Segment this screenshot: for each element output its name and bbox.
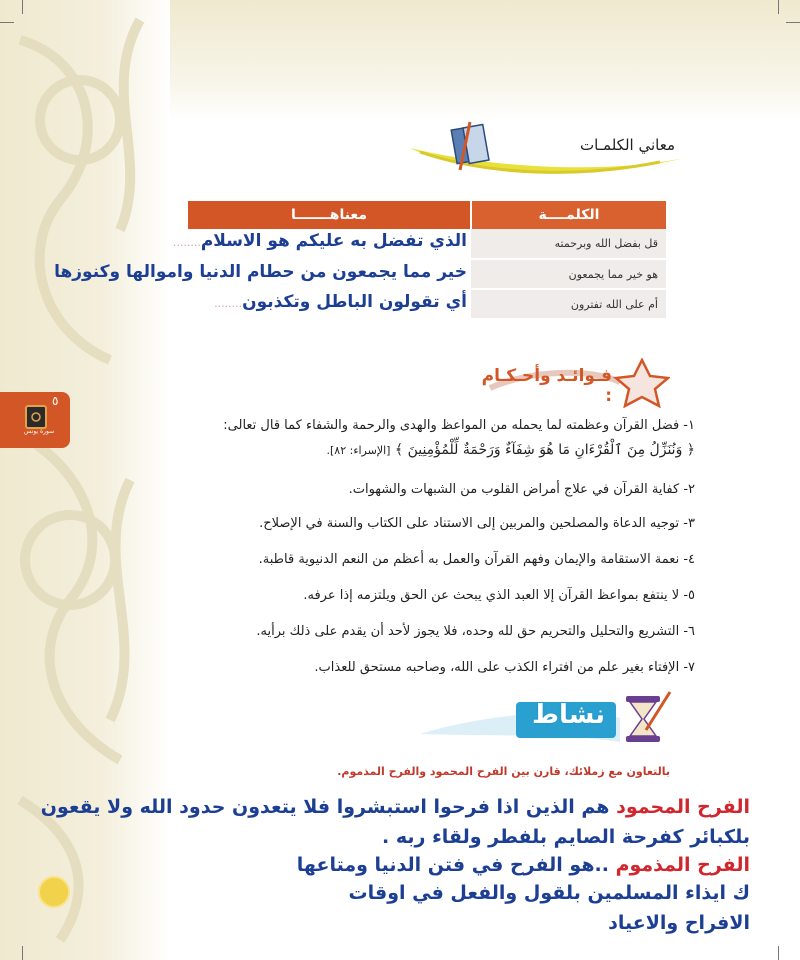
word-cell: هو خير مما يجمعون — [471, 259, 666, 289]
list-item: ٢- كفاية القرآن في علاج أمراض القلوب من الشبهات والشهوات. — [348, 482, 695, 497]
section-title-benefits: فـوائـد وأحـكـام : — [481, 366, 612, 406]
page-emblem-icon — [38, 876, 70, 908]
star-icon — [616, 360, 668, 406]
blamed-joy-term: الفرح المذموم — [615, 854, 750, 876]
list-item: ٧- الإفتاء بغير علم من افتراء الكذب على الله، وصاحبه مستحق للعذاب. — [314, 660, 695, 675]
table-header-row — [187, 201, 666, 229]
hourglass-pen-icon — [626, 692, 670, 742]
table-row — [187, 289, 666, 319]
meaning-cell — [172, 229, 471, 259]
sura-name: سورة يونس — [24, 428, 55, 435]
list-item: ٦- التشريع والتحليل والتحريم حق لله وحده، فلا يجوز لأحد أن يقدم على ذلك برأيه. — [256, 624, 695, 639]
words-meanings-header — [410, 118, 690, 188]
crop-mark — [22, 0, 23, 14]
crop-mark — [778, 946, 779, 960]
answer-text: هم الذين اذا فرحوا استبشروا فلا يتعدون حدود الله ولا يقعون — [40, 796, 617, 818]
meaning-cell — [54, 259, 471, 289]
dots-filler: ........ — [172, 236, 201, 249]
lesson-number: ٥ — [52, 394, 59, 408]
answer-text: ..هو الفرح في فتن الدنيا ومتاعها — [296, 854, 616, 876]
answer-line: بلكبائر كفرحة الصايم بلفطر ولقاء ربه . — [382, 826, 750, 848]
answer-line — [297, 854, 750, 876]
crop-mark — [0, 22, 14, 23]
crop-mark — [778, 0, 779, 14]
quran-verse — [327, 442, 696, 458]
column-header-word: الكلمــــة — [471, 201, 666, 229]
meaning-text: أي تقولون الباطل وتكذبون — [242, 292, 467, 312]
meaning-text: الذي تفضل به عليكم هو الاسلام — [200, 231, 467, 251]
list-item: ٥- لا ينتفع بمواعظ القرآن إلا العبد الذي يبحث عن الحق ويلتزمه إذا عرفه. — [303, 588, 695, 603]
column-header-meaning: معناهـــــــا — [187, 201, 471, 229]
praised-joy-term: الفرح المحمود — [616, 796, 750, 818]
answer-line — [41, 796, 750, 818]
section-title-words: معاني الكلمـات — [579, 136, 675, 154]
crop-mark — [786, 22, 800, 23]
list-item: ١- فضل القرآن وعظمته لما يحمله من المواعظ والهدى والرحمة والشفاء كما قال تعالى: — [223, 418, 695, 433]
meaning-text: خير مما يجمعون من حطام الدنيا واموالها وكنوزها — [54, 262, 467, 282]
word-cell: أم على الله تفترون — [471, 289, 666, 319]
verse-reference: [الإسراء: ٨٢]. — [326, 444, 391, 457]
list-item: ٤- نعمة الاستقامة والإيمان وفهم القرآن والعمل به أعظم من النعم الدنيوية قاطبة. — [258, 552, 695, 567]
crop-mark — [22, 946, 23, 960]
activity-header — [420, 690, 680, 750]
activity-instruction: بالتعاون مع زملائك، قارن بين الفرح المحمود والفرح المذموم. — [337, 765, 670, 778]
verse-text: ﴿ وَنُنَزِّلُ مِنَ ٱلْقُرْءَانِ مَا هُوَ شِفَآءٌ وَرَحْمَةٌ لِّلْمُؤْمِنِينَ ﴾ — [394, 442, 695, 458]
section-title-activity: نشاط — [532, 700, 605, 730]
benefits-header — [470, 358, 670, 408]
list-item: ٣- توجيه الدعاة والمصلحين والمربين إلى الاستناد على الكتاب والسنة في الإصلاح. — [259, 516, 695, 531]
meanings-table — [54, 201, 666, 320]
answer-line: الافراح والاعياد — [608, 912, 750, 934]
word-cell: قل بفضل الله وبرحمته — [471, 229, 666, 259]
dots-filler: ........ — [214, 297, 243, 310]
table-row — [187, 229, 666, 259]
chapter-side-tab — [0, 392, 70, 448]
answer-line: ك ايذاء المسلمين بلقول والفعل في اوقات — [348, 882, 750, 904]
meaning-cell — [187, 289, 471, 319]
table-row — [187, 259, 666, 289]
